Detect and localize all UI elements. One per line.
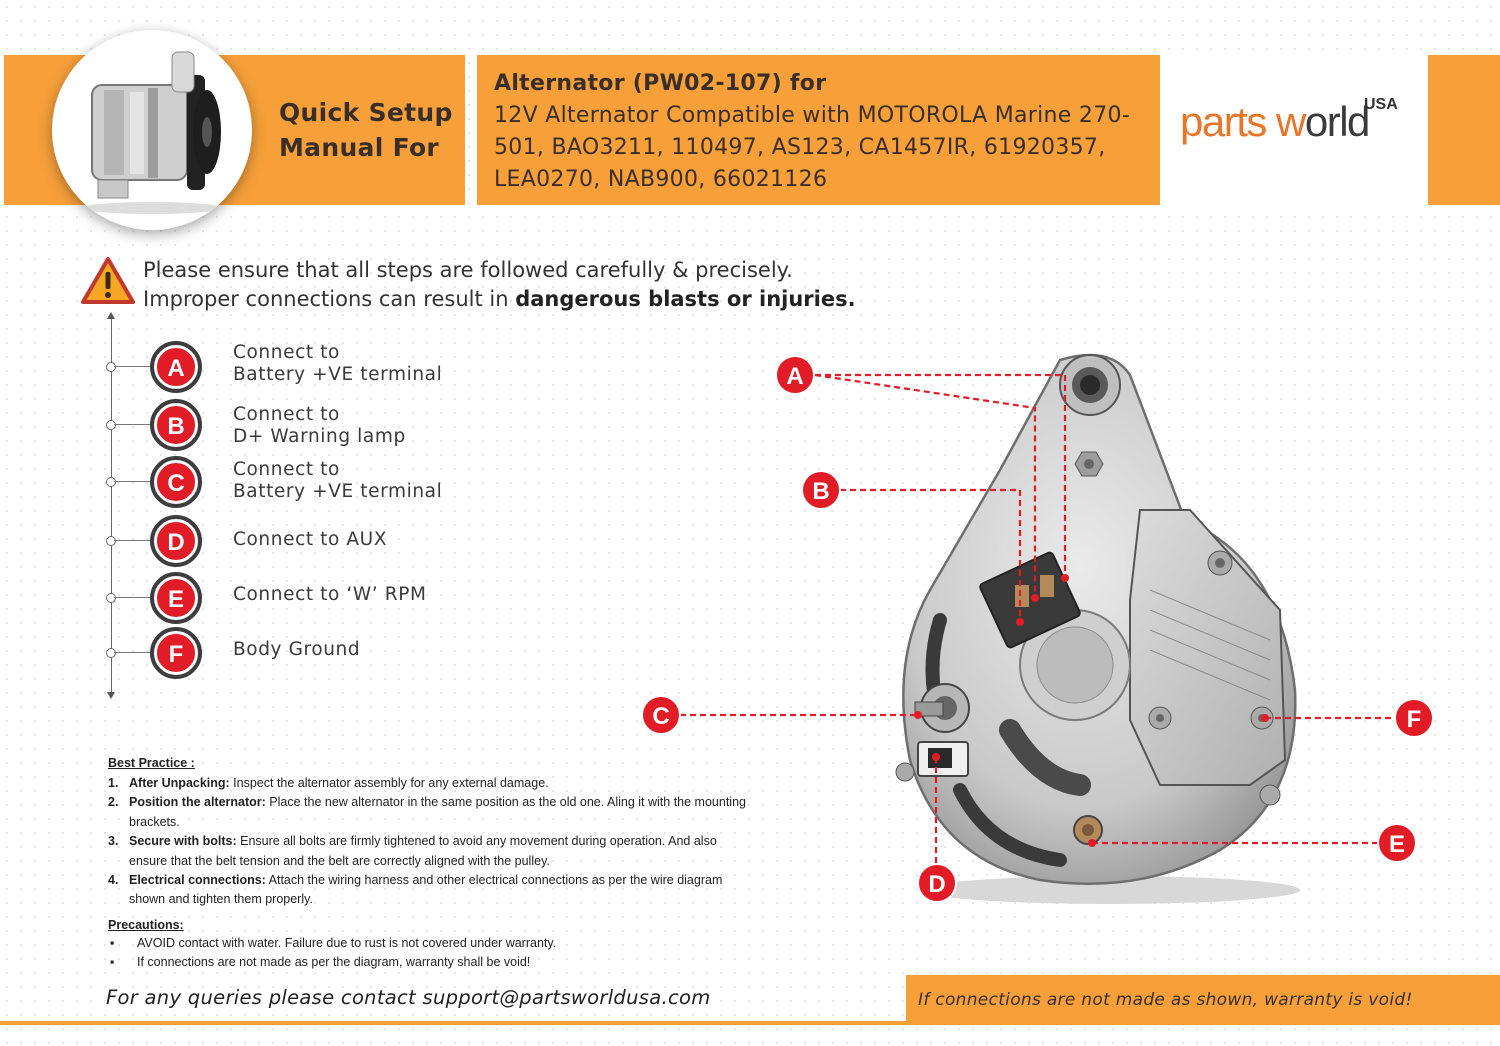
- timeline-tick: [114, 540, 154, 541]
- timeline-dot: [106, 362, 116, 372]
- diagram-label-b-text: B: [812, 478, 830, 505]
- setup-title-line1: Quick Setup: [279, 98, 453, 127]
- alternator-thumbnail: [52, 30, 252, 230]
- bullet-icon: ▪: [110, 955, 115, 970]
- item-title: Electrical connections:: [129, 873, 266, 888]
- timeline-dot: [106, 420, 116, 430]
- step-badge-d: D: [155, 520, 197, 562]
- item-text: Place the new alternator in the same position as the old one. Aling it with the mounting brackets.: [129, 795, 746, 829]
- timeline-tick: [114, 597, 154, 598]
- best-practice-heading: Best Practice :: [108, 756, 195, 770]
- step-a-line2: Battery +VE terminal: [233, 364, 443, 385]
- diagram-label-f: [1395, 699, 1433, 737]
- step-b-line1: Connect to: [233, 404, 340, 425]
- item-number: 3.: [108, 834, 119, 849]
- product-title-compat: 12V Alternator Compatible with MOTOROLA Marine 270-501, BAO3211, 110497, AS123, CA1457IR, 61920357, LEA0270, NAB900, 66021126: [494, 103, 1131, 192]
- step-c-line1: Connect to: [233, 459, 340, 480]
- diagram-label-a: [776, 356, 814, 394]
- warning-icon: [80, 256, 136, 306]
- item-number: 1.: [108, 776, 119, 790]
- step-b: [0, 397, 500, 453]
- parts-world-logo: [1180, 98, 1369, 146]
- step-d-text: Connect to AUX: [233, 529, 388, 550]
- item-text: AVOID contact with water. Failure due to rust is not covered under warranty.: [137, 935, 557, 950]
- list-item: [108, 774, 748, 793]
- timeline-dot: [106, 536, 116, 546]
- step-f: [0, 625, 500, 681]
- best-practice-section: [108, 756, 748, 973]
- logo-part1: parts w: [1180, 98, 1305, 145]
- step-e: [0, 570, 500, 626]
- step-c-line2: Battery +VE terminal: [233, 481, 443, 502]
- step-badge-f: F: [155, 632, 197, 674]
- product-title: [494, 68, 1154, 196]
- timeline-tick: [114, 481, 154, 482]
- timeline-dot: [106, 648, 116, 658]
- precautions-heading: Precautions:: [108, 917, 184, 932]
- timeline-arrow-up-icon: [107, 312, 115, 319]
- item-number: 2.: [108, 795, 119, 810]
- list-item: [108, 953, 748, 972]
- diagram-label-e: [1378, 824, 1416, 862]
- step-c-text: [233, 459, 442, 503]
- step-a-text: [233, 342, 442, 386]
- step-b-text: [233, 404, 406, 448]
- diagram-label-b: [802, 471, 840, 509]
- timeline-tick: [114, 652, 154, 653]
- header-band-right: [1428, 55, 1500, 205]
- timeline-dot: [106, 477, 116, 487]
- item-text: Ensure all bolts are firmly tightened to avoid any movement during operation. And also ensure that the belt tension and the belt are correctly aligned with the pulley.: [129, 834, 717, 868]
- step-badge-b: B: [155, 404, 197, 446]
- diagram-label-a-text: A: [786, 363, 804, 390]
- warranty-notice: If connections are not made as shown, warranty is void!: [918, 990, 1413, 1010]
- list-item: [108, 832, 748, 871]
- step-badge-a: A: [155, 346, 197, 388]
- item-text: Attach the wiring harness and other electrical connections as per the wire diagram shown and tighten them properly.: [129, 873, 723, 907]
- step-badge-e: E: [155, 577, 197, 619]
- best-practice-list: [108, 774, 748, 910]
- step-e-text: Connect to ‘W’ RPM: [233, 584, 427, 605]
- step-a-line1: Connect to: [233, 342, 340, 363]
- step-b-line2: D+ Warning lamp: [233, 426, 406, 447]
- precautions-list: [108, 934, 748, 973]
- warning-line2: [143, 285, 856, 314]
- alternator-wiring-diagram: [640, 340, 1460, 910]
- list-item: [108, 871, 748, 910]
- item-title: After Unpacking:: [129, 776, 230, 790]
- list-item: [108, 793, 748, 832]
- item-title: Secure with bolts:: [129, 834, 237, 849]
- logo-usa: USA: [1364, 96, 1398, 113]
- item-text: Inspect the alternator assembly for any external damage.: [229, 776, 549, 790]
- diagram-label-c-text: C: [652, 703, 670, 730]
- diagram-label-e-text: E: [1388, 831, 1406, 858]
- footer-divider: [0, 1021, 906, 1025]
- setup-manual-title: [279, 95, 453, 165]
- diagram-label-c: [642, 696, 680, 734]
- item-text: If connections are not made as per the diagram, warranty shall be void!: [137, 955, 531, 970]
- step-f-text: Body Ground: [233, 639, 361, 660]
- warning-line2-text: Improper connections can result in: [143, 287, 516, 311]
- timeline-dot: [106, 593, 116, 603]
- warning-line2-bold: dangerous blasts or injuries.: [515, 287, 856, 311]
- item-title: Position the alternator:: [129, 795, 266, 810]
- step-badge-c: C: [155, 461, 197, 503]
- setup-title-line2: Manual For: [279, 133, 440, 162]
- diagram-label-d-text: D: [928, 871, 946, 898]
- step-a: [0, 339, 500, 395]
- logo-part2: orld: [1304, 98, 1369, 145]
- bullet-icon: ▪: [110, 935, 115, 950]
- warning-line1: Please ensure that all steps are followed carefully & precisely.: [143, 258, 793, 282]
- timeline-arrow-down-icon: [107, 692, 115, 699]
- step-d: [0, 513, 500, 569]
- contact-line: For any queries please contact support@partsworldusa.com: [106, 986, 711, 1009]
- product-title-bold: Alternator (PW02-107) for: [494, 71, 827, 96]
- list-item: [108, 934, 748, 953]
- timeline-tick: [114, 366, 154, 367]
- diagram-label-f-text: F: [1406, 706, 1422, 733]
- warning-message: [143, 256, 856, 314]
- diagram-label-d: [918, 864, 956, 902]
- timeline-tick: [114, 424, 154, 425]
- item-number: 4.: [108, 873, 119, 888]
- step-c: [0, 454, 500, 510]
